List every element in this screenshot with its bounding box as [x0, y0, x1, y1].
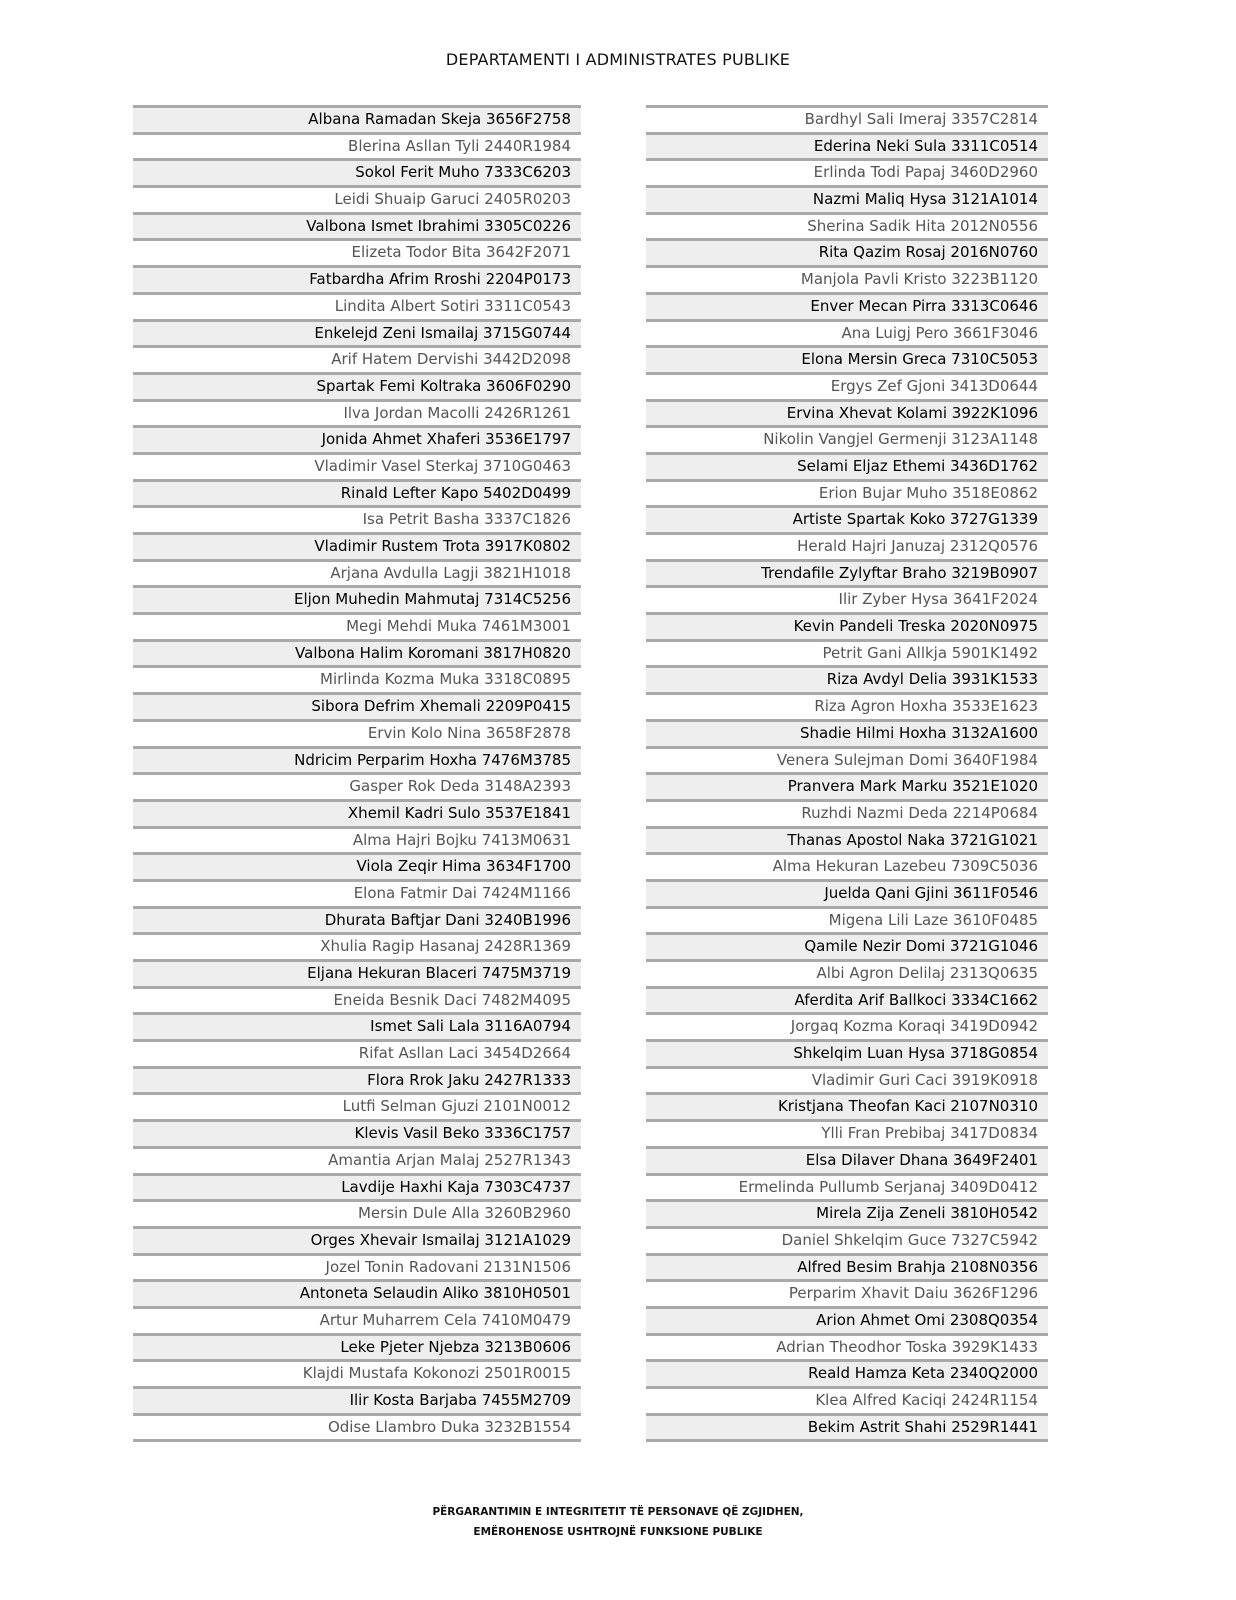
list-item: Manjola Pavli Kristo 3223B1120 [646, 265, 1048, 292]
list-item: Ervina Xhevat Kolami 3922K1096 [646, 399, 1048, 426]
list-item: Elona Mersin Greca 7310C5053 [646, 345, 1048, 372]
list-item: Kristjana Theofan Kaci 2107N0310 [646, 1092, 1048, 1119]
list-item: Qamile Nezir Domi 3721G1046 [646, 932, 1048, 959]
list-item: Thanas Apostol Naka 3721G1021 [646, 826, 1048, 853]
list-item: Arion Ahmet Omi 2308Q0354 [646, 1306, 1048, 1333]
list-item: Ana Luigj Pero 3661F3046 [646, 319, 1048, 346]
list-item: Orges Xhevair Ismailaj 3121A1029 [133, 1226, 581, 1253]
list-item: Arjana Avdulla Lagji 3821H1018 [133, 559, 581, 586]
list-item: Lutfi Selman Gjuzi 2101N0012 [133, 1092, 581, 1119]
list-item: Ismet Sali Lala 3116A0794 [133, 1012, 581, 1039]
table-bottom-rule [646, 1439, 1048, 1442]
list-item: Kevin Pandeli Treska 2020N0975 [646, 612, 1048, 639]
list-item: Dhurata Baftjar Dani 3240B1996 [133, 906, 581, 933]
footer-line-1: PËRGARANTIMIN E INTEGRITETIT TË PERSONAVE QË ZGJIDHEN, [432, 1506, 804, 1518]
list-item: Fatbardha Afrim Rroshi 2204P0173 [133, 265, 581, 292]
list-item: Ilir Kosta Barjaba 7455M2709 [133, 1386, 581, 1413]
list-item: Migena Lili Laze 3610F0485 [646, 906, 1048, 933]
list-item: Blerina Asllan Tyli 2440R1984 [133, 132, 581, 159]
list-item: Artiste Spartak Koko 3727G1339 [646, 505, 1048, 532]
list-item: Enkelejd Zeni Ismailaj 3715G0744 [133, 319, 581, 346]
list-item: Gasper Rok Deda 3148A2393 [133, 772, 581, 799]
list-item: Eneida Besnik Daci 7482M4095 [133, 986, 581, 1013]
list-item: Klea Alfred Kaciqi 2424R1154 [646, 1386, 1048, 1413]
list-item: Perparim Xhavit Daiu 3626F1296 [646, 1279, 1048, 1306]
list-item: Odise Llambro Duka 3232B1554 [133, 1413, 581, 1440]
list-item: Riza Avdyl Delia 3931K1533 [646, 665, 1048, 692]
list-item: Jonida Ahmet Xhaferi 3536E1797 [133, 425, 581, 452]
list-item: Valbona Ismet Ibrahimi 3305C0226 [133, 212, 581, 239]
list-item: Leidi Shuaip Garuci 2405R0203 [133, 185, 581, 212]
list-item: Petrit Gani Allkja 5901K1492 [646, 639, 1048, 666]
list-item: Elsa Dilaver Dhana 3649F2401 [646, 1146, 1048, 1173]
table-bottom-rule [133, 1439, 581, 1442]
list-item: Lavdije Haxhi Kaja 7303C4737 [133, 1173, 581, 1200]
list-item: Vladimir Rustem Trota 3917K0802 [133, 532, 581, 559]
list-item: Rita Qazim Rosaj 2016N0760 [646, 238, 1048, 265]
list-item: Artur Muharrem Cela 7410M0479 [133, 1306, 581, 1333]
list-item: Enver Mecan Pirra 3313C0646 [646, 292, 1048, 319]
list-item: Bardhyl Sali Imeraj 3357C2814 [646, 105, 1048, 132]
left-name-column [133, 105, 581, 1442]
page-title: DEPARTAMENTI I ADMINISTRATES PUBLIKE [445, 50, 791, 69]
list-item: Eljana Hekuran Blaceri 7475M3719 [133, 959, 581, 986]
list-item: Shadie Hilmi Hoxha 3132A1600 [646, 719, 1048, 746]
list-item: Shkelqim Luan Hysa 3718G0854 [646, 1039, 1048, 1066]
list-item: Eljon Muhedin Mahmutaj 7314C5256 [133, 585, 581, 612]
list-item: Ervin Kolo Nina 3658F2878 [133, 719, 581, 746]
list-item: Ederina Neki Sula 3311C0514 [646, 132, 1048, 159]
list-item: Elizeta Todor Bita 3642F2071 [133, 238, 581, 265]
list-item: Elona Fatmir Dai 7424M1166 [133, 879, 581, 906]
list-item: Alfred Besim Brahja 2108N0356 [646, 1253, 1048, 1280]
list-item: Mirela Zija Zeneli 3810H0542 [646, 1199, 1048, 1226]
list-item: Xhulia Ragip Hasanaj 2428R1369 [133, 932, 581, 959]
list-item: Erion Bujar Muho 3518E0862 [646, 479, 1048, 506]
list-item: Herald Hajri Januzaj 2312Q0576 [646, 532, 1048, 559]
list-item: Albana Ramadan Skeja 3656F2758 [133, 105, 581, 132]
list-item: Ilir Zyber Hysa 3641F2024 [646, 585, 1048, 612]
list-item: Daniel Shkelqim Guce 7327C5942 [646, 1226, 1048, 1253]
list-item: Ilva Jordan Macolli 2426R1261 [133, 399, 581, 426]
list-item: Rifat Asllan Laci 3454D2664 [133, 1039, 581, 1066]
list-item: Arif Hatem Dervishi 3442D2098 [133, 345, 581, 372]
list-item: Selami Eljaz Ethemi 3436D1762 [646, 452, 1048, 479]
list-item: Klajdi Mustafa Kokonozi 2501R0015 [133, 1359, 581, 1386]
list-item: Sokol Ferit Muho 7333C6203 [133, 158, 581, 185]
list-item: Nazmi Maliq Hysa 3121A1014 [646, 185, 1048, 212]
list-item: Adrian Theodhor Toska 3929K1433 [646, 1333, 1048, 1360]
list-item: Spartak Femi Koltraka 3606F0290 [133, 372, 581, 399]
list-item: Rinald Lefter Kapo 5402D0499 [133, 479, 581, 506]
list-item: Alma Hajri Bojku 7413M0631 [133, 826, 581, 853]
list-item: Leke Pjeter Njebza 3213B0606 [133, 1333, 581, 1360]
list-item: Vladimir Guri Caci 3919K0918 [646, 1066, 1048, 1093]
list-item: Aferdita Arif Ballkoci 3334C1662 [646, 986, 1048, 1013]
list-item: Nikolin Vangjel Germenji 3123A1148 [646, 425, 1048, 452]
list-item: Megi Mehdi Muka 7461M3001 [133, 612, 581, 639]
list-item: Sherina Sadik Hita 2012N0556 [646, 212, 1048, 239]
list-item: Ergys Zef Gjoni 3413D0644 [646, 372, 1048, 399]
list-item: Lindita Albert Sotiri 3311C0543 [133, 292, 581, 319]
list-item: Venera Sulejman Domi 3640F1984 [646, 746, 1048, 773]
list-item: Riza Agron Hoxha 3533E1623 [646, 692, 1048, 719]
list-item: Amantia Arjan Malaj 2527R1343 [133, 1146, 581, 1173]
list-item: Albi Agron Delilaj 2313Q0635 [646, 959, 1048, 986]
list-item: Xhemil Kadri Sulo 3537E1841 [133, 799, 581, 826]
list-item: Flora Rrok Jaku 2427R1333 [133, 1066, 581, 1093]
list-item: Erlinda Todi Papaj 3460D2960 [646, 158, 1048, 185]
list-item: Viola Zeqir Hima 3634F1700 [133, 852, 581, 879]
list-item: Ndricim Perparim Hoxha 7476M3785 [133, 746, 581, 773]
list-item: Ruzhdi Nazmi Deda 2214P0684 [646, 799, 1048, 826]
list-item: Mirlinda Kozma Muka 3318C0895 [133, 665, 581, 692]
list-item: Ermelinda Pullumb Serjanaj 3409D0412 [646, 1173, 1048, 1200]
list-item: Ylli Fran Prebibaj 3417D0834 [646, 1119, 1048, 1146]
list-item: Juelda Qani Gjini 3611F0546 [646, 879, 1048, 906]
list-item: Antoneta Selaudin Aliko 3810H0501 [133, 1279, 581, 1306]
right-name-column [646, 105, 1048, 1442]
list-item: Bekim Astrit Shahi 2529R1441 [646, 1413, 1048, 1440]
list-item: Trendafile Zylyftar Braho 3219B0907 [646, 559, 1048, 586]
list-item: Valbona Halim Koromani 3817H0820 [133, 639, 581, 666]
list-item: Vladimir Vasel Sterkaj 3710G0463 [133, 452, 581, 479]
list-item: Reald Hamza Keta 2340Q2000 [646, 1359, 1048, 1386]
list-item: Jozel Tonin Radovani 2131N1506 [133, 1253, 581, 1280]
list-item: Isa Petrit Basha 3337C1826 [133, 505, 581, 532]
footer-line-2: EMËROHENOSE USHTROJNË FUNKSIONE PUBLIKE [473, 1526, 763, 1538]
list-item: Alma Hekuran Lazebeu 7309C5036 [646, 852, 1048, 879]
list-item: Pranvera Mark Marku 3521E1020 [646, 772, 1048, 799]
list-item: Klevis Vasil Beko 3336C1757 [133, 1119, 581, 1146]
list-item: Jorgaq Kozma Koraqi 3419D0942 [646, 1012, 1048, 1039]
list-item: Mersin Dule Alla 3260B2960 [133, 1199, 581, 1226]
list-item: Sibora Defrim Xhemali 2209P0415 [133, 692, 581, 719]
